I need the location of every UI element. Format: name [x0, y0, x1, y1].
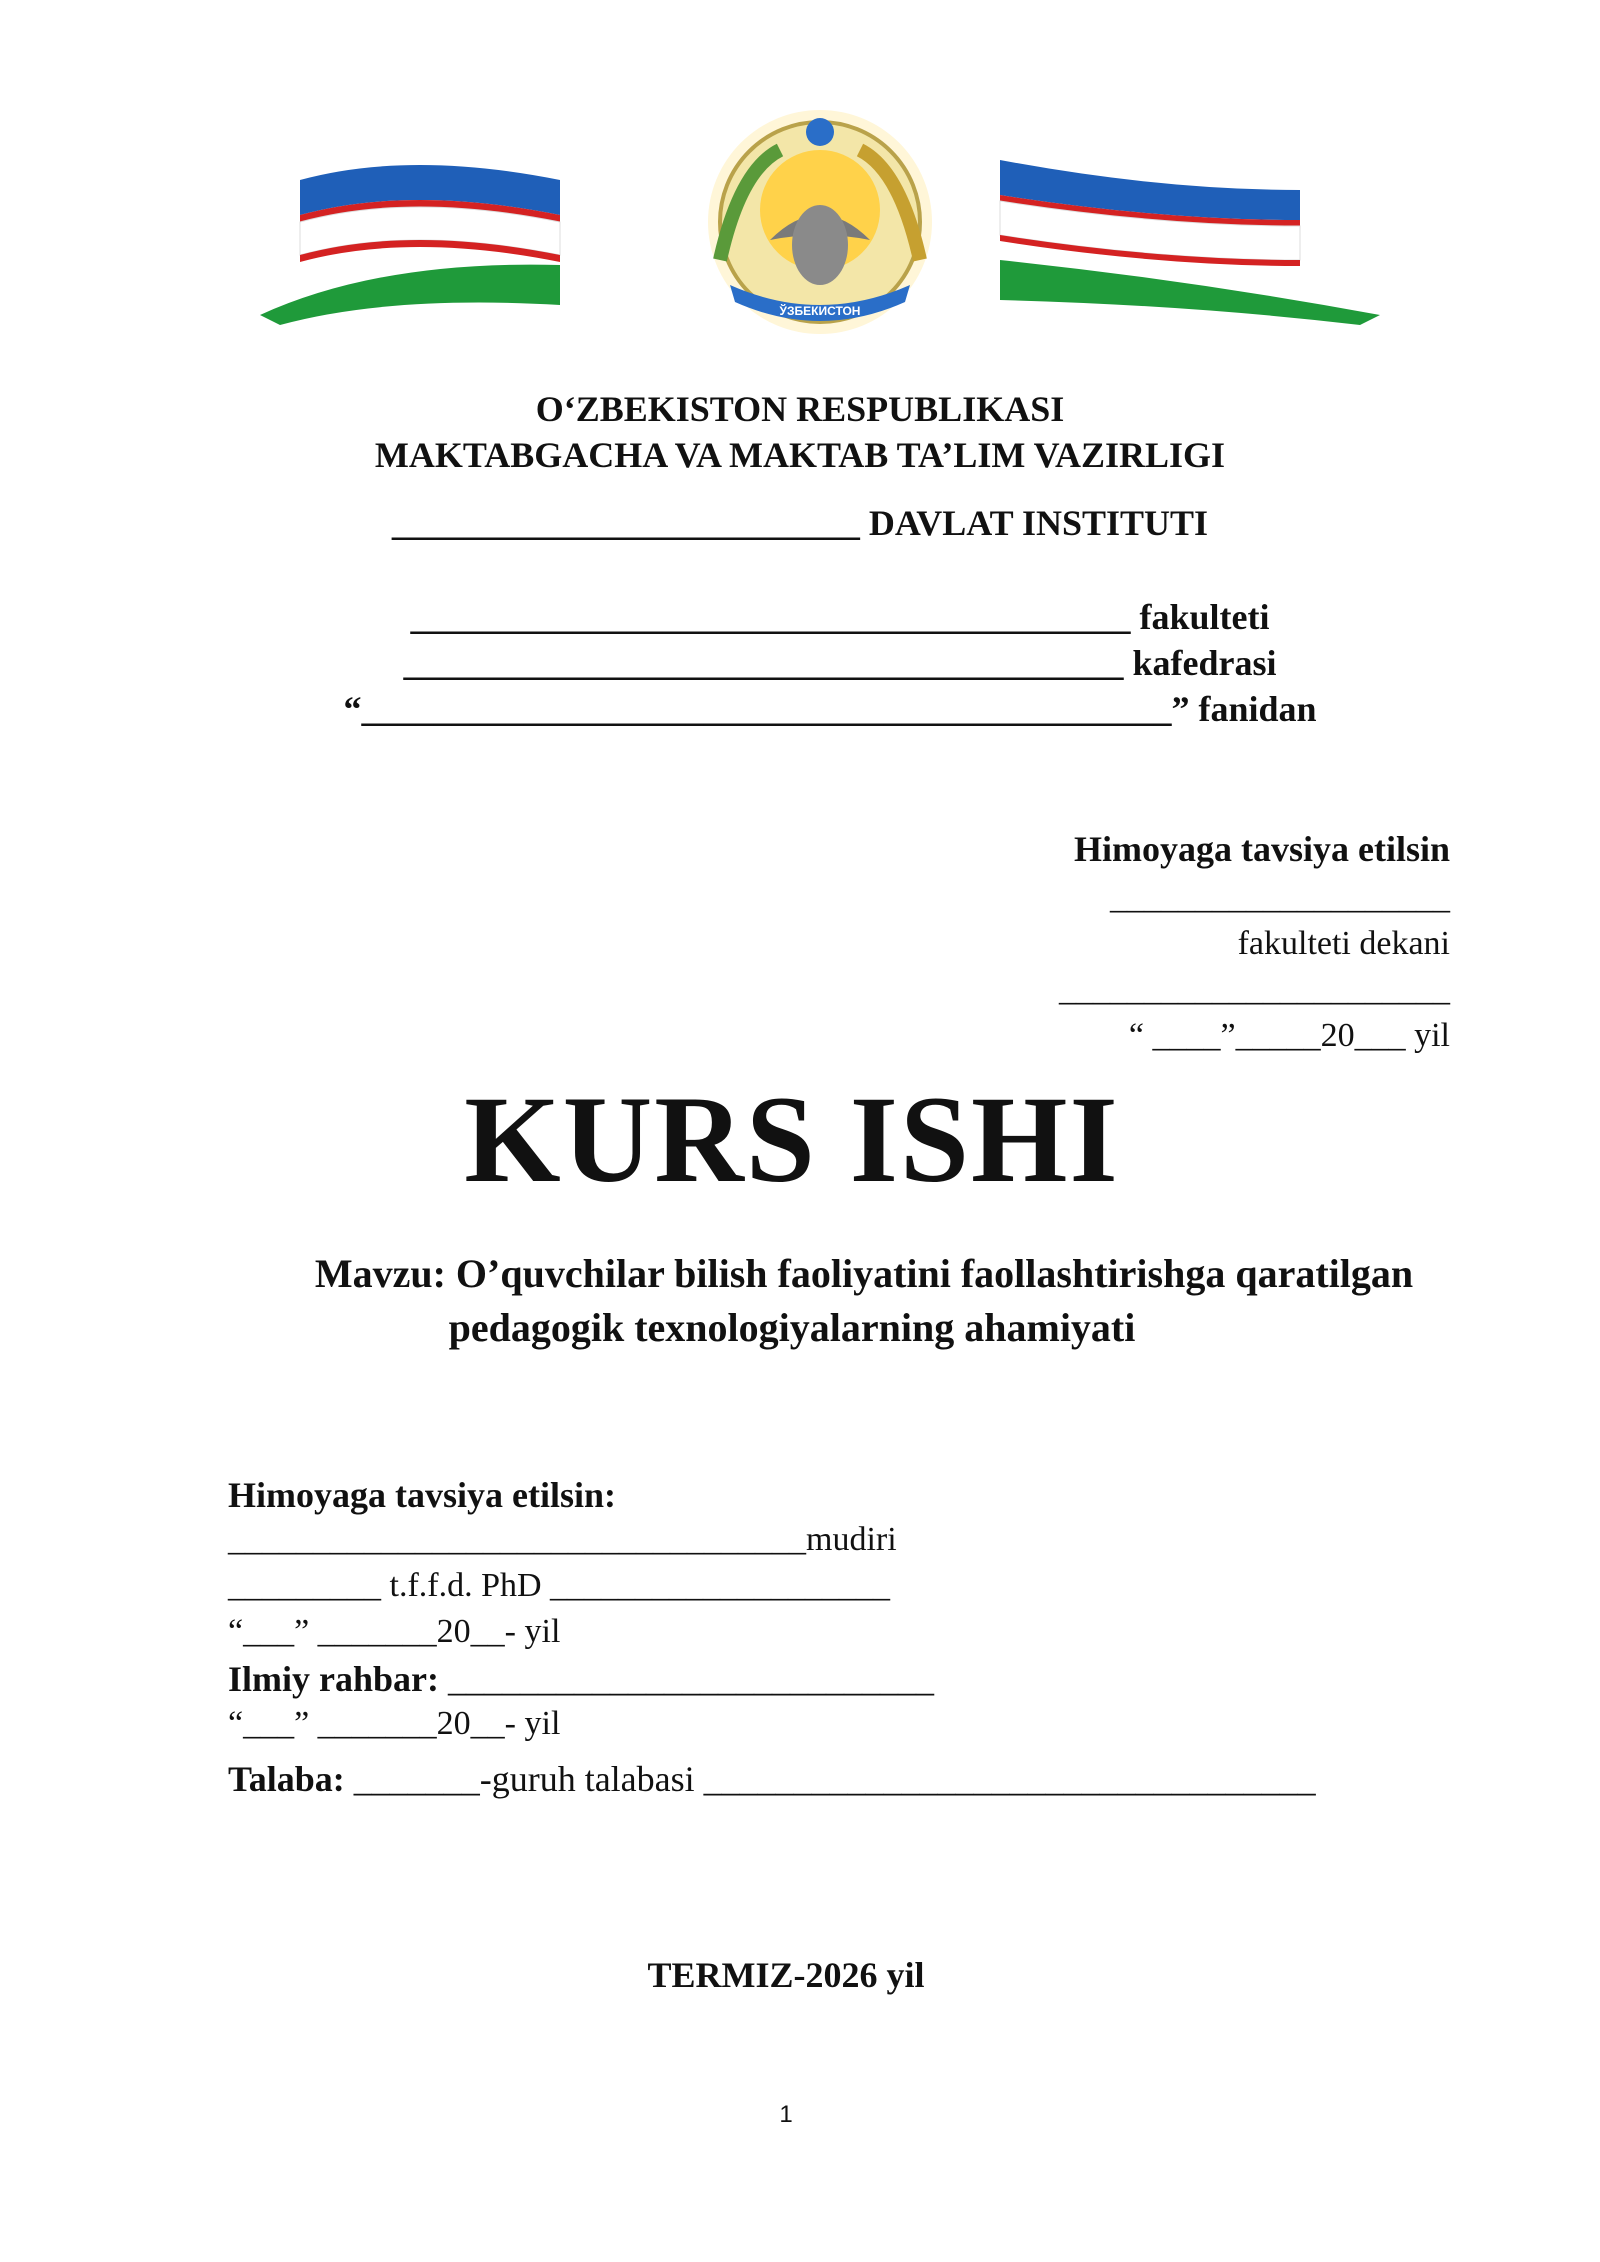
faculty-line: ________________________________________ fakulteti	[410, 597, 1270, 637]
header-line2: MAKTABGACHA VA MAKTAB TA’LIM VAZIRLIGI	[374, 435, 1226, 475]
state-emblem-flag-icon	[260, 110, 1380, 350]
flag-left-icon	[260, 165, 560, 325]
supervisor-blank: ___________________________	[439, 1659, 934, 1699]
topic-line2: pedagogik texnologiyalarning ahamiyati	[448, 1305, 1136, 1350]
student-label: Talaba:	[228, 1759, 345, 1799]
institute-line: __________________________ DAVLAT INSTITUTI	[391, 503, 1209, 543]
approval-right-blank2: _______________________	[1059, 971, 1450, 1008]
head-of-department-line: __________________________________mudiri	[228, 1521, 897, 1558]
topic-line1: Mavzu: O’quvchilar bilish faoliyatini faollashtirishga qaratilgan	[314, 1251, 1414, 1296]
degree-line: _________ t.f.f.d. PhD ____________________	[228, 1567, 891, 1604]
header-line1: O‘ZBEKISTON RESPUBLIKASI	[535, 389, 1065, 429]
department-line: ________________________________________ kafedrasi	[403, 643, 1277, 683]
page-title: KURS ISHI	[464, 1071, 1120, 1208]
approval-left-date2: “___” _______20__- yil	[228, 1705, 561, 1742]
emblem-label: ЎЗБЕКИСТОН	[779, 304, 861, 318]
supervisor-line	[228, 1656, 934, 1702]
dean-label: fakulteti dekani	[1237, 925, 1450, 962]
coat-of-arms-icon	[708, 110, 932, 334]
student-line	[228, 1756, 1316, 1802]
approval-right-title: Himoyaga tavsiya etilsin	[1074, 829, 1450, 869]
flag-right-icon	[1000, 160, 1380, 325]
supervisor-label: Ilmiy rahbar:	[228, 1659, 439, 1699]
approval-left-date1: “___” _______20__- yil	[228, 1613, 561, 1650]
approval-right-date: “ ____”_____20___ yil	[1128, 1017, 1450, 1054]
city-year: TERMIZ-2026 yil	[647, 1955, 925, 1995]
subject-line: “_____________________________________________” fanidan	[343, 689, 1317, 729]
student-blank: _______-guruh talabasi __________________________________	[344, 1759, 1316, 1799]
approval-left-title: Himoyaga tavsiya etilsin:	[228, 1475, 616, 1515]
page-number: 1	[779, 2101, 793, 2128]
approval-right-blank1: ____________________	[1110, 879, 1450, 916]
